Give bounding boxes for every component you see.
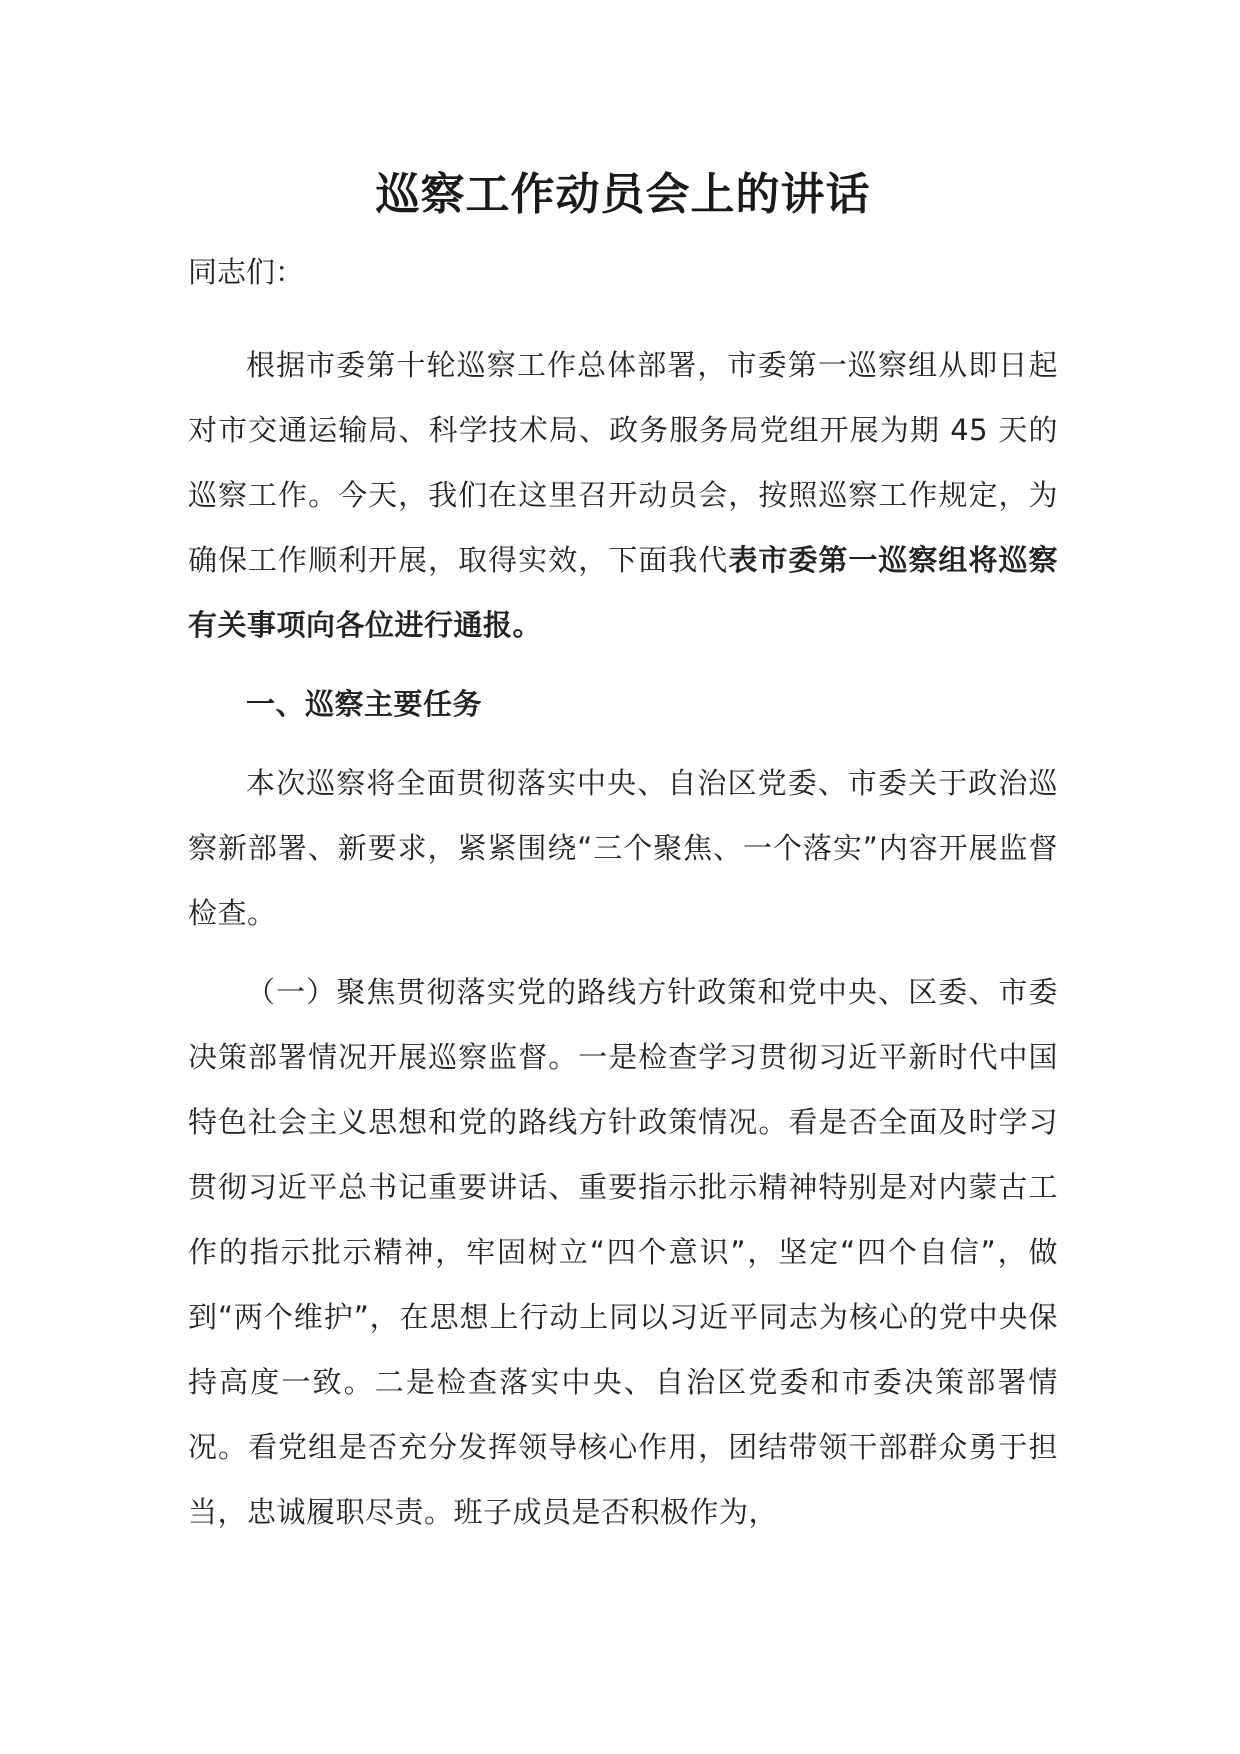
paragraph-intro-bold-text: 表市委第一巡察组将巡察有关事项向各位进行通报。 — [188, 543, 1058, 642]
section-heading-1: 一、巡察主要任务 — [246, 687, 483, 721]
document-title: 巡察工作动员会上的讲话 — [375, 169, 871, 220]
paragraph-intro-text: 根据市委第十轮巡察工作总体部署，市委第一巡察组从即日起对市交通运输局、科学技术局、政务服务局党组开展为期 45 天的巡察工作。今天，我们在这里召开动员会，按照巡察工作规定，为确保工作顺利开展，取得实效，下面我代 — [188, 348, 1058, 577]
salutation: 同志们： — [188, 255, 305, 289]
paragraph-intro — [188, 333, 1058, 658]
document-page — [188, 160, 1058, 1545]
paragraph-focus-1: （一）聚焦贯彻落实党的路线方针政策和党中央、区委、市委决策部署情况开展巡察监督。一是检查学习贯彻习近平新时代中国特色社会主义思想和党的路线方针政策情况。看是否全面及时学习贯彻习近平总书记重要讲话、重要指示批示精神特别是对内蒙古工作的指示批示精神，牢固树立“四个意识”，坚定“四个自信”，做到“两个维护”，在思想上行动上同以习近平同志为核心的党中央保持高度一致。二是检查落实中央、自治区党委和市委决策部署情况。看党组是否充分发挥领导核心作用，团结带领干部群众勇于担当，忠诚履职尽责。班子成员是否积极作为， — [188, 975, 1058, 1529]
paragraph-tasks: 本次巡察将全面贯彻落实中央、自治区党委、市委关于政治巡察新部署、新要求，紧紧围绕“三个聚焦、一个落实”内容开展监督检查。 — [188, 766, 1058, 930]
